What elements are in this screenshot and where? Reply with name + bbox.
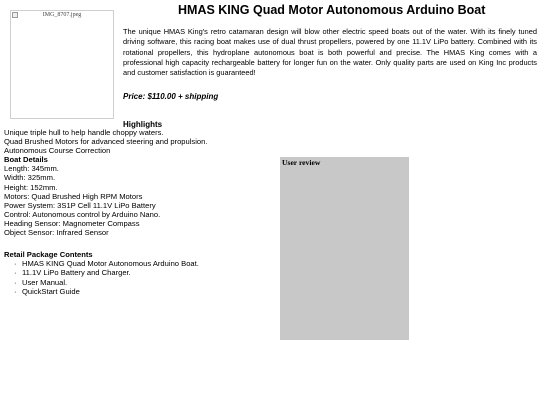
- highlight-item: Quad Brushed Motors for advanced steering and propulsion.: [4, 137, 208, 147]
- highlights-title: Highlights: [123, 120, 163, 129]
- user-review-title: User review: [282, 158, 321, 167]
- user-review-panel: [280, 157, 409, 340]
- package-item: · HMAS KING Quad Motor Autonomous Arduino Boat.: [14, 259, 199, 268]
- product-description: The unique HMAS King's retro catamaran design will blow other electric speed boats out of the water. With its finely tuned driving software, this racing boat makes use of dual thrust propellers, powered by one 11.1V LiPo battery. Combined with its rotational propellers, this hydroplane autonomous boat is both powerful and precise. The HMAS King comes with a professional high capacity rechargeable battery for longer fun on the water. Only quality parts are used on King Inc products and customer satisfaction is guaranteed!: [123, 27, 537, 78]
- boat-detail-item: Heading Sensor: Magnometer Compass: [4, 218, 140, 228]
- boat-detail-item: Control: Autonomous control by Arduino Nano.: [4, 209, 161, 219]
- boat-detail-item: Power System: 3S1P Cell 11.1V LiPo Battery: [4, 200, 156, 210]
- highlights-list: [4, 128, 207, 237]
- boat-detail-item: Object Sensor: Infrared Sensor: [4, 228, 109, 238]
- product-image: [10, 10, 114, 119]
- package-item: · User Manual.: [14, 278, 199, 287]
- boat-details-title: Boat Details: [4, 155, 48, 165]
- boat-detail-item: Height: 152mm.: [4, 182, 58, 192]
- highlight-item: Unique triple hull to help handle choppy waters.: [4, 128, 164, 137]
- package-item: · QuickStart Guide: [14, 287, 199, 296]
- boat-detail-item: Width: 325mm.: [4, 173, 56, 183]
- package-item: · 11.1V LiPo Battery and Charger.: [14, 268, 199, 277]
- retail-package-list: [14, 259, 199, 296]
- boat-detail-item: Length: 345mm.: [4, 164, 59, 174]
- page-title: HMAS KING Quad Motor Autonomous Arduino Boat: [178, 3, 486, 17]
- retail-package-title: Retail Package Contents: [4, 250, 93, 259]
- boat-detail-item: Motors: Quad Brushed High RPM Motors: [4, 191, 143, 201]
- highlight-item: Autonomous Course Correction: [4, 146, 111, 156]
- product-image-alt: IMG_8707.jpeg: [42, 12, 82, 18]
- product-price: Price: $110.00 + shipping: [123, 92, 219, 101]
